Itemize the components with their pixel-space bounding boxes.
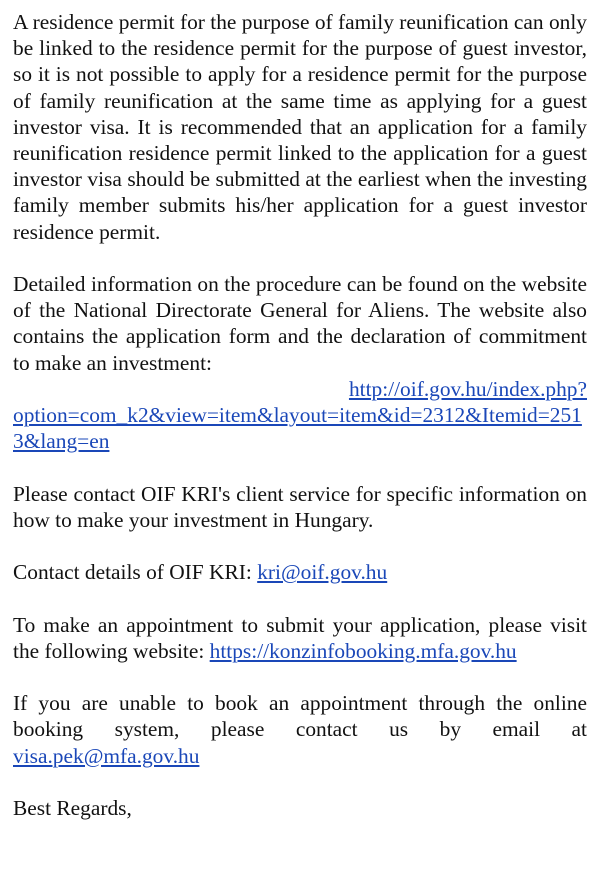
email-fallback-text: If you are unable to book an appointment through the online booking system, please contact us by email at — [13, 691, 587, 742]
paragraph-family-reunification: A residence permit for the purpose of family reunification can only be linked to the residence permit for the purpose of guest investor, so it is not possible to apply for a residence permit for the purpose of family reunification at the same time as applying for a guest investor visa. It is recommended that an application for a family reunification residence permit linked to the application for a guest investor visa should be submitted at the earliest when the investing family member submits his/her application for a guest investor residence permit. — [13, 10, 587, 244]
visa-email-link[interactable]: visa.pek@mfa.gov.hu — [13, 743, 200, 768]
contact-details-label: Contact details of OIF KRI: — [13, 560, 258, 585]
booking-website-link[interactable]: https://konzinfobooking.mfa.gov.hu — [209, 638, 517, 663]
kri-email-link[interactable]: kri@oif.gov.hu — [257, 560, 388, 585]
paragraph-contact-details — [13, 559, 587, 585]
oif-website-link-continued[interactable]: option=com_k2&view=item&layout=item&id=2312&Itemid=2513&lang=en — [13, 403, 582, 454]
appointment-text: To make an appointment to submit your application, please visit the following website: — [13, 612, 587, 663]
closing-signoff: Best Regards, — [13, 796, 132, 820]
paragraph-contact-client-service: Please contact OIF KRI's client service for specific information on how to make your investment in Hungary. — [13, 481, 587, 532]
paragraph-appointment — [13, 612, 587, 664]
procedure-info-text: Detailed information on the procedure can be found on the website of the National Directorate General for Aliens. The website also contains the application form and the declaration of commitment to make an investment: — [13, 272, 587, 375]
paragraph-procedure-info — [13, 271, 587, 454]
oif-website-link[interactable]: http://oif.gov.hu/index.php? — [348, 376, 587, 401]
paragraph-email-fallback — [13, 690, 587, 769]
